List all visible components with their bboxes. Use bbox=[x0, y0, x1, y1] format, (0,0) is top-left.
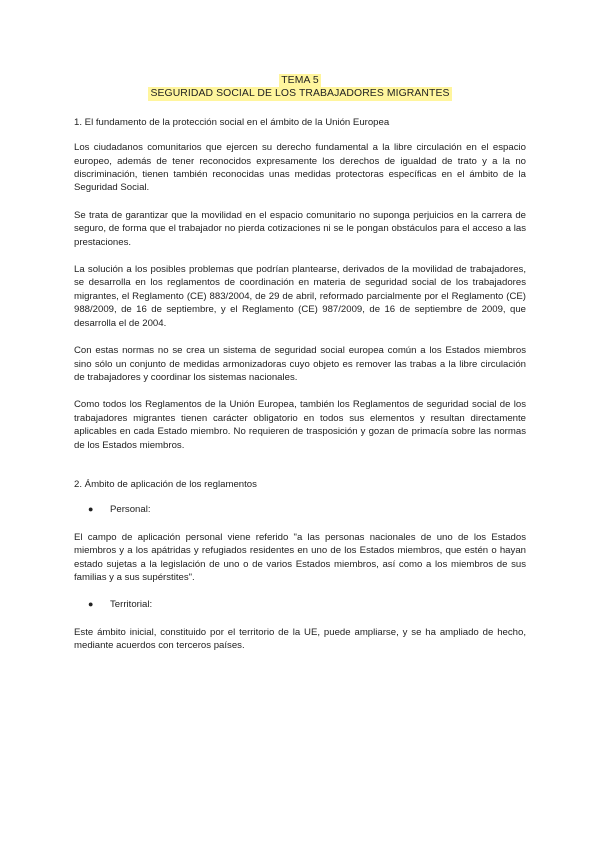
section-1-paragraph-5: Como todos los Reglamentos de la Unión Europea, también los Reglamentos de seguridad social de los trabajadores migrantes tienen carácter obligatorio en todos sus elementos y resultan directamente aplicables en cada Estado miembro. No requieren de trasposición y gozan de primacía sobre las normas de los Estados miembros. bbox=[74, 399, 526, 451]
section-1-paragraph-1: Los ciudadanos comunitarios que ejercen su derecho fundamental a la libre circulación en el espacio europeo, además de tener reconocidos expresamente los derechos de igualdad de trato y a la no discriminación, tienen también reconocidas unas medidas protectoras específicas en el ámbito de la Seguridad Social. bbox=[74, 142, 526, 194]
territorial-scope-paragraph: Este ámbito inicial, constituido por el territorio de la UE, puede ampliarse, y se ha ampliado de hecho, mediante acuerdos con terceros países. bbox=[74, 626, 526, 652]
bullet-dot-icon: ● bbox=[88, 599, 94, 610]
title-line-1: TEMA 5 bbox=[281, 75, 319, 86]
title-line-2: SEGURIDAD SOCIAL DE LOS TRABAJADORES MIGRANTES bbox=[150, 88, 450, 100]
title-block bbox=[74, 74, 526, 101]
personal-scope-paragraph: El campo de aplicación personal viene referido "a las personas nacionales de uno de los Estados miembros y a los apátridas y refugiados residentes en uno de los Estados miembros, que estén o hayan estado sujetas a la legislación de uno o de varios Estados miembros, así como a los miembros de sus familias y a sus supérstites". bbox=[74, 531, 526, 583]
section-1-paragraph-2: Se trata de garantizar que la movilidad en el espacio comunitario no suponga perjuicios en la carrera de seguro, de forma que el trabajador no pierda cotizaciones ni se le pongan obstáculos para el acceso a las prestaciones. bbox=[74, 209, 526, 248]
bullet-personal-label: Personal: bbox=[110, 504, 151, 516]
section-spacer bbox=[74, 466, 526, 478]
section-2-heading: 2. Ámbito de aplicación de los reglamentos bbox=[74, 478, 257, 490]
bullet-dot-icon: ● bbox=[88, 504, 94, 515]
section-1-heading: 1. El fundamento de la protección social en el ámbito de la Unión Europea bbox=[74, 116, 390, 128]
section-1-paragraph-3: La solución a los posibles problemas que podrían plantearse, derivados de la movilidad de trabajadores, se desarrolla en los reglamentos de coordinación en materia de seguridad social de los trabajadores migrantes, el Reglamento (CE) 883/2004, de 29 de abril, reformado parcialmente por el Reglamento (CE) 988/2009, de 16 de septiembre, y el Reglamento (CE) 987/2009, de 16 de septiembre de 2009, que desarrolla el de 2004. bbox=[74, 264, 526, 329]
document-content bbox=[74, 74, 526, 667]
title-line-1-wrapper bbox=[74, 74, 526, 87]
bullet-personal bbox=[74, 503, 526, 516]
bullet-territorial bbox=[74, 598, 526, 611]
bullet-territorial-label: Territorial: bbox=[110, 599, 153, 611]
section-1-paragraph-4: Con estas normas no se crea un sistema de seguridad social europea común a los Estados miembros sino sólo un conjunto de medidas armonizadoras cuyo objeto es remover las trabas a la libre circulación de trabajadores y coordinar los sistemas nacionales. bbox=[74, 345, 526, 383]
title-line-2-wrapper bbox=[74, 87, 526, 100]
